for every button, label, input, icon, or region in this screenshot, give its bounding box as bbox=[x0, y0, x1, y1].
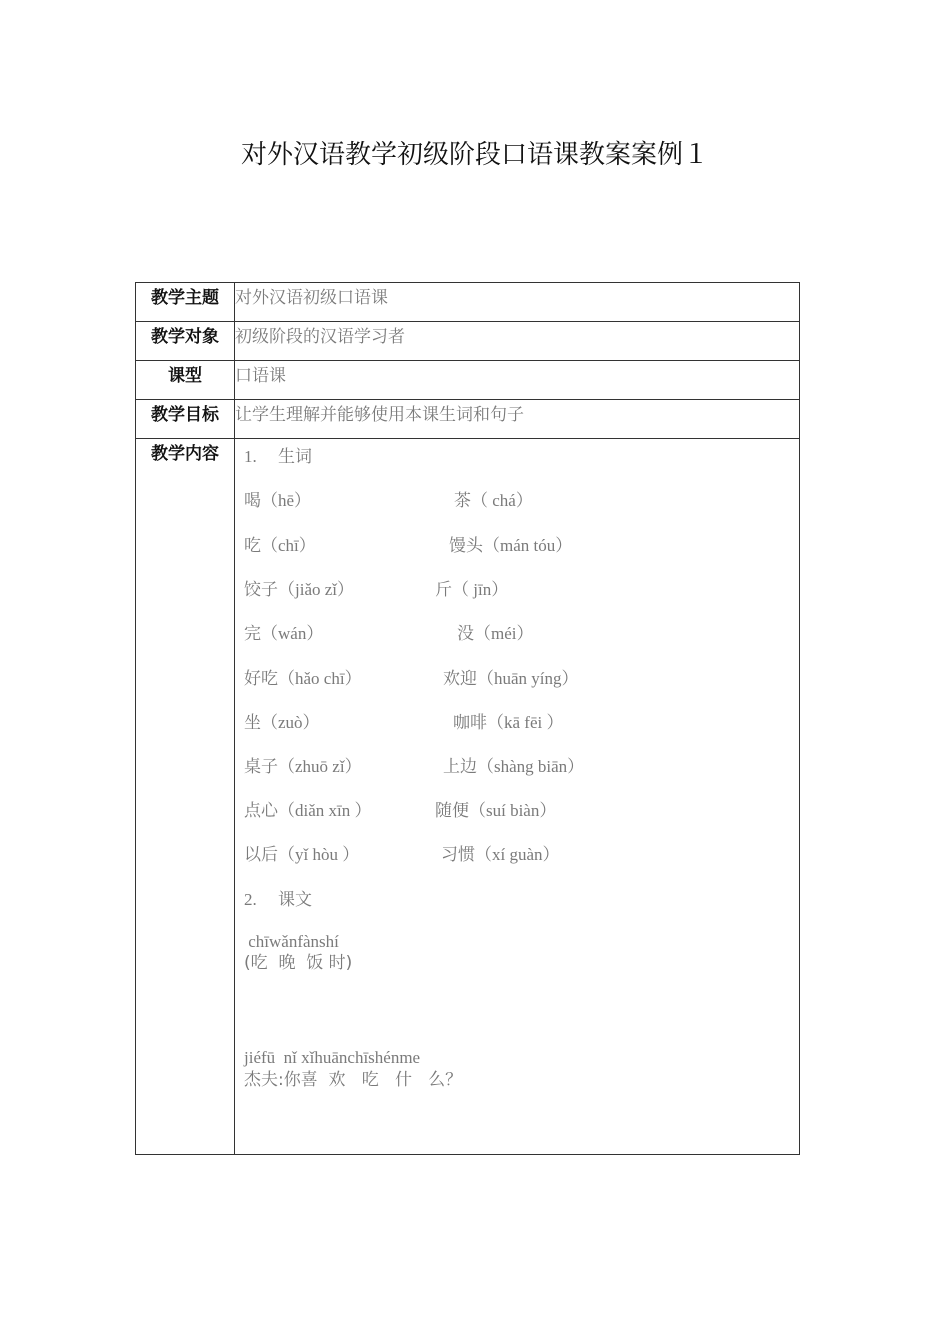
vocab-item: 馒头（mán tóu） bbox=[449, 536, 573, 555]
vocab-item: 喝（hē） bbox=[244, 491, 312, 510]
vocab-item: 坐（zuò） bbox=[244, 713, 320, 732]
row-value-topic: 对外汉语初级口语课 bbox=[235, 283, 800, 322]
lesson-title: (吃 晚 饭 时) bbox=[244, 953, 353, 973]
vocab-item: 咖啡（kā fēi ） bbox=[453, 713, 564, 732]
table-row bbox=[136, 322, 800, 361]
vocab-item: 吃（chī） bbox=[244, 536, 316, 555]
vocab-item: 茶（ chá） bbox=[454, 491, 533, 510]
vocab-item: 点心（diǎn xīn ） bbox=[244, 801, 372, 820]
table-row bbox=[136, 400, 800, 439]
vocab-item: 没（méi） bbox=[457, 624, 534, 643]
vocab-item: 桌子（zhuō zǐ） bbox=[244, 757, 362, 776]
row-value-content bbox=[235, 439, 800, 1155]
row-label-topic: 教学主题 bbox=[136, 283, 235, 322]
dialog-pinyin: jiéfū nǐ xǐhuānchīshénme bbox=[244, 1048, 421, 1067]
row-value-course-type: 口语课 bbox=[235, 361, 800, 400]
vocab-item: 习惯（xí guàn） bbox=[441, 845, 560, 864]
row-label-audience: 教学对象 bbox=[136, 322, 235, 361]
table-row bbox=[136, 361, 800, 400]
row-value-audience: 初级阶段的汉语学习者 bbox=[235, 322, 800, 361]
vocab-item: 上边（shàng biān） bbox=[443, 757, 585, 776]
vocab-item: 随便（suí biàn） bbox=[435, 801, 557, 820]
dialog-line: 杰夫:你喜 欢 吃 什 么？ bbox=[244, 1070, 463, 1090]
vocab-item: 好吃（hǎo chī） bbox=[244, 669, 362, 688]
row-label-content: 教学内容 bbox=[136, 439, 235, 1155]
vocab-item: 饺子（jiǎo zǐ） bbox=[244, 580, 355, 599]
section-heading-vocabulary: 1. 生词 bbox=[244, 447, 312, 467]
lesson-plan-table bbox=[135, 282, 800, 1155]
vocab-item: 以后（yǐ hòu ） bbox=[244, 845, 360, 864]
row-label-objective: 教学目标 bbox=[136, 400, 235, 439]
document-title: 对外汉语教学初级阶段口语课教案案例１ bbox=[240, 140, 709, 170]
table-row bbox=[136, 439, 800, 1155]
vocab-item: 完（wán） bbox=[244, 624, 324, 643]
vocab-item: 斤（ jīn） bbox=[435, 580, 509, 599]
section-heading-text: 2. 课文 bbox=[244, 890, 312, 910]
lesson-title-pinyin: chīwǎnfànshí bbox=[244, 932, 339, 951]
vocab-item: 欢迎（huān yíng） bbox=[443, 669, 579, 688]
row-label-course-type: 课型 bbox=[136, 361, 235, 400]
row-value-objective: 让学生理解并能够使用本课生词和句子 bbox=[235, 400, 800, 439]
table-row bbox=[136, 283, 800, 322]
